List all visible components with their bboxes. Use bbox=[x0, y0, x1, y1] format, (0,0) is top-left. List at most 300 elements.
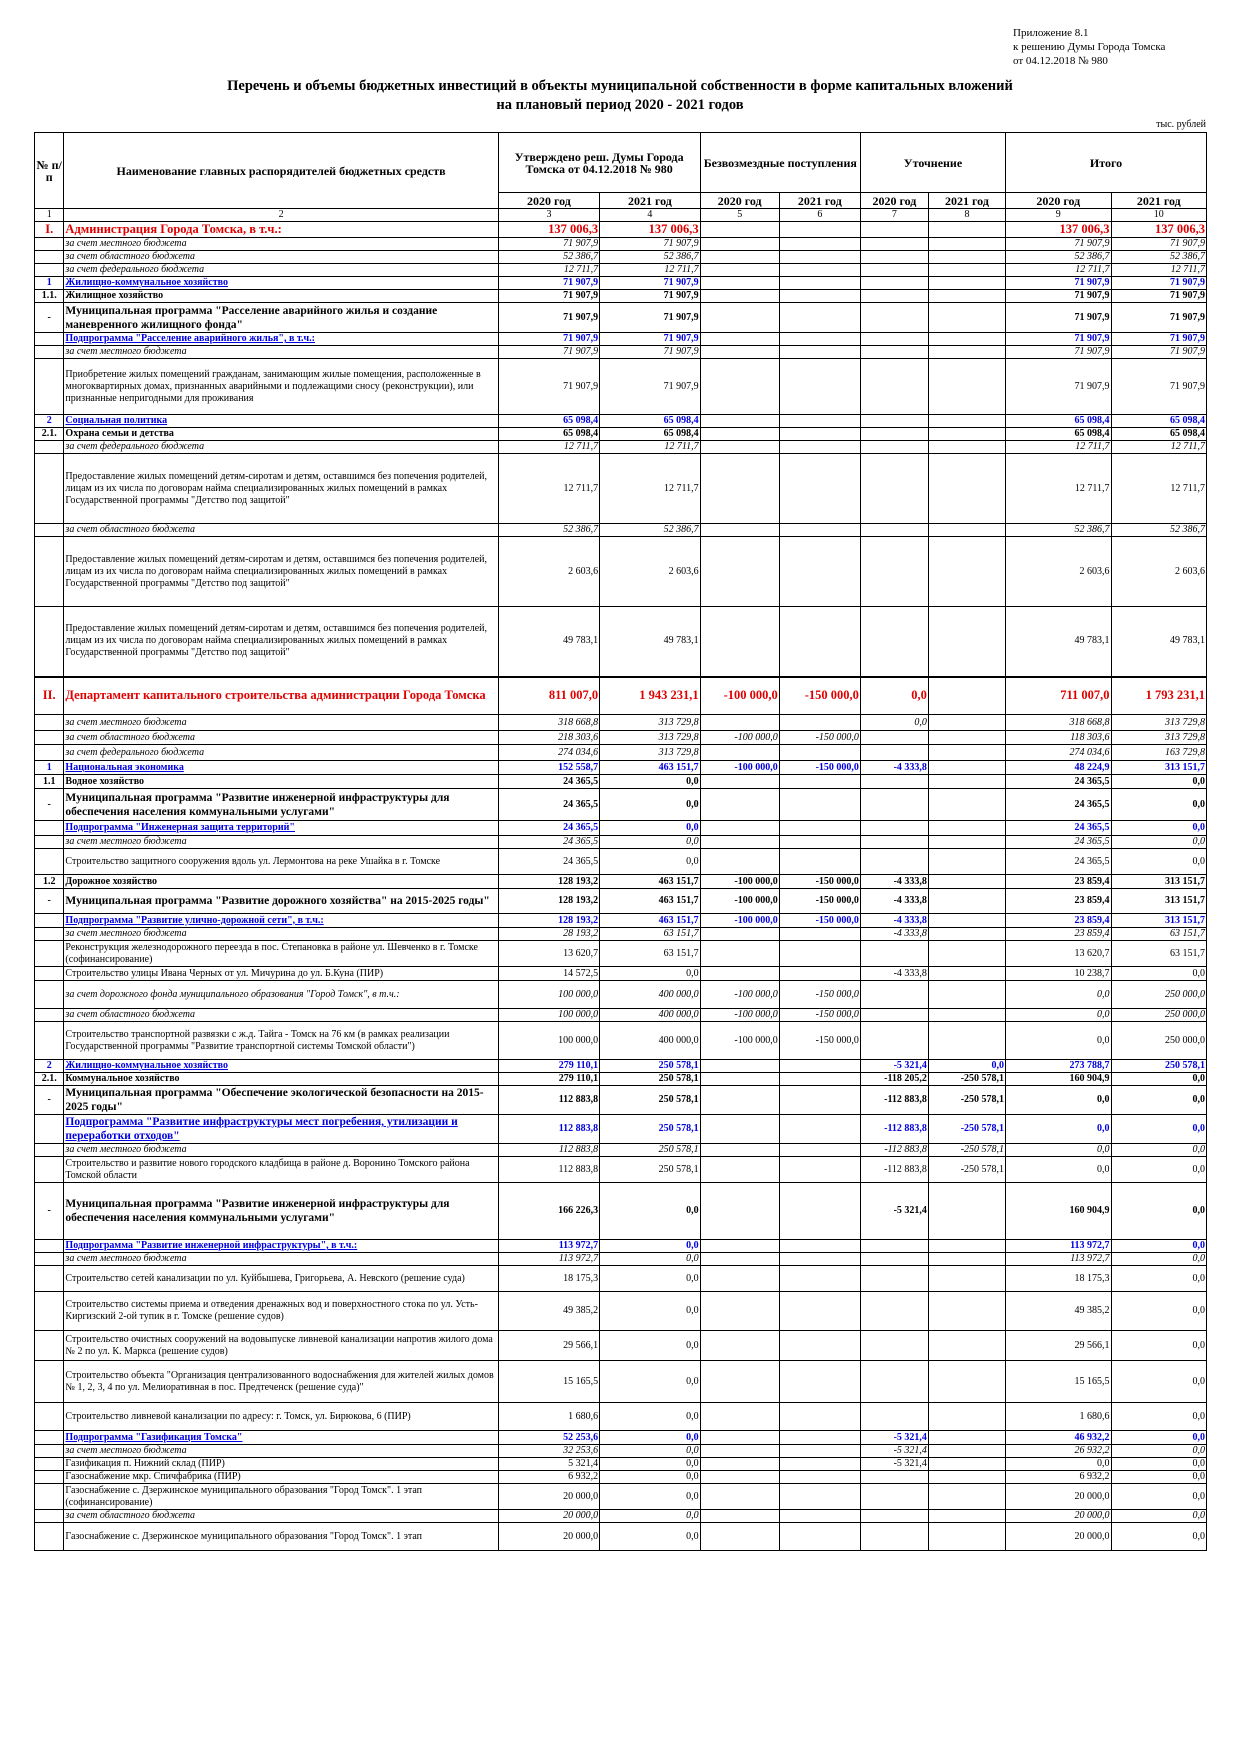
appendix-line-1: Приложение 8.1 bbox=[1013, 27, 1089, 39]
value-cell bbox=[860, 290, 928, 303]
value-cell bbox=[779, 1240, 860, 1253]
column-index: 10 bbox=[1111, 209, 1206, 222]
row-number bbox=[35, 333, 64, 346]
row-name: Газификация п. Нижний склад (ПИР) bbox=[64, 1458, 498, 1471]
row-name: за счет местного бюджета bbox=[64, 1144, 498, 1157]
value-cell bbox=[700, 745, 779, 761]
value-cell bbox=[700, 1361, 779, 1403]
value-cell: 71 907,9 bbox=[1006, 303, 1112, 333]
value-cell bbox=[779, 1431, 860, 1445]
value-cell: 0,0 bbox=[1111, 1431, 1206, 1445]
value-cell: 0,0 bbox=[1111, 1157, 1206, 1183]
value-cell bbox=[928, 1240, 1005, 1253]
row-name: Строительство объекта "Организация централизованного водоснабжения для жителей жилых домов № 1, 2, 3, 4 по ул. Мелиоративная в пос. Предтеченск (решение суда)" bbox=[64, 1361, 498, 1403]
value-cell: 0,0 bbox=[600, 1266, 700, 1292]
value-cell bbox=[928, 1292, 1005, 1331]
value-cell bbox=[928, 251, 1005, 264]
value-cell: 0,0 bbox=[1111, 1266, 1206, 1292]
value-cell: 12 711,7 bbox=[600, 441, 700, 454]
value-cell: 20 000,0 bbox=[1006, 1484, 1112, 1510]
row-number bbox=[35, 1510, 64, 1523]
value-cell bbox=[700, 359, 779, 415]
title-line-1: Перечень и объемы бюджетных инвестиций в объекты муниципальной собственности в форме капитальных вложений bbox=[227, 78, 1013, 94]
row-number bbox=[35, 1266, 64, 1292]
value-cell: 23 859,4 bbox=[1006, 889, 1112, 914]
value-cell bbox=[860, 731, 928, 745]
value-cell bbox=[860, 441, 928, 454]
value-cell: -4 333,8 bbox=[860, 761, 928, 775]
value-cell bbox=[779, 1266, 860, 1292]
value-cell bbox=[928, 889, 1005, 914]
value-cell bbox=[928, 775, 1005, 789]
row-number bbox=[35, 928, 64, 941]
appendix-note bbox=[1013, 26, 1165, 68]
value-cell bbox=[700, 1431, 779, 1445]
value-cell bbox=[928, 928, 1005, 941]
value-cell bbox=[779, 1144, 860, 1157]
value-cell bbox=[779, 775, 860, 789]
value-cell bbox=[860, 277, 928, 290]
value-cell bbox=[928, 441, 1005, 454]
value-cell bbox=[928, 290, 1005, 303]
row-name: за счет местного бюджета bbox=[64, 346, 498, 359]
value-cell bbox=[928, 1471, 1005, 1484]
value-cell bbox=[860, 333, 928, 346]
row-number bbox=[35, 346, 64, 359]
table-row bbox=[35, 761, 1207, 775]
value-cell: 400 000,0 bbox=[600, 1009, 700, 1022]
value-cell: 13 620,7 bbox=[498, 941, 599, 967]
row-number bbox=[35, 1403, 64, 1431]
header-year-2021: 2021 год bbox=[1111, 193, 1206, 209]
value-cell: 0,0 bbox=[1111, 1445, 1206, 1458]
value-cell bbox=[928, 524, 1005, 537]
header-year-2020: 2020 год bbox=[700, 193, 779, 209]
value-cell: 20 000,0 bbox=[498, 1510, 599, 1523]
value-cell bbox=[860, 359, 928, 415]
value-cell bbox=[779, 967, 860, 981]
value-cell: 313 729,8 bbox=[1111, 731, 1206, 745]
table-row bbox=[35, 1157, 1207, 1183]
value-cell: 0,0 bbox=[600, 1458, 700, 1471]
value-cell bbox=[928, 428, 1005, 441]
value-cell: 71 907,9 bbox=[498, 359, 599, 415]
value-cell: 0,0 bbox=[600, 1240, 700, 1253]
row-number bbox=[35, 251, 64, 264]
value-cell bbox=[779, 290, 860, 303]
table-row bbox=[35, 238, 1207, 251]
row-number: 1.2 bbox=[35, 875, 64, 889]
row-number: 1.1. bbox=[35, 290, 64, 303]
value-cell: 137 006,3 bbox=[1111, 222, 1206, 238]
table-row bbox=[35, 264, 1207, 277]
table-row bbox=[35, 1403, 1207, 1431]
row-name: Национальная экономика bbox=[64, 761, 498, 775]
row-number bbox=[35, 1144, 64, 1157]
value-cell bbox=[700, 1073, 779, 1086]
row-name: Предоставление жилых помещений детям-сиротам и детям, оставшимся без попечения родителей, лицам из их числа по договорам найма специализированных жилых помещений в рамках Государственной программы "Детство под защитой" bbox=[64, 607, 498, 677]
value-cell bbox=[928, 1331, 1005, 1361]
row-name: Жилищное хозяйство bbox=[64, 290, 498, 303]
value-cell bbox=[779, 1183, 860, 1240]
value-cell: 0,0 bbox=[1111, 1253, 1206, 1266]
value-cell: 24 365,5 bbox=[1006, 789, 1112, 821]
value-cell: 71 907,9 bbox=[1006, 290, 1112, 303]
value-cell: 318 668,8 bbox=[498, 715, 599, 731]
value-cell: 137 006,3 bbox=[600, 222, 700, 238]
table-row bbox=[35, 1009, 1207, 1022]
row-number: 1 bbox=[35, 761, 64, 775]
value-cell bbox=[779, 789, 860, 821]
value-cell bbox=[860, 238, 928, 251]
value-cell bbox=[779, 1523, 860, 1551]
value-cell: 0,0 bbox=[600, 1253, 700, 1266]
value-cell: 0,0 bbox=[1111, 1510, 1206, 1523]
value-cell: -250 578,1 bbox=[928, 1144, 1005, 1157]
table-row bbox=[35, 222, 1207, 238]
value-cell: 0,0 bbox=[1111, 1331, 1206, 1361]
value-cell: 2 603,6 bbox=[498, 537, 599, 607]
value-cell: 29 566,1 bbox=[1006, 1331, 1112, 1361]
value-cell bbox=[928, 761, 1005, 775]
value-cell: 273 788,7 bbox=[1006, 1060, 1112, 1073]
value-cell bbox=[779, 1331, 860, 1361]
row-number: 1.1 bbox=[35, 775, 64, 789]
value-cell: -100 000,0 bbox=[700, 731, 779, 745]
row-name: Газоснабжение мкр. Спичфабрика (ПИР) bbox=[64, 1471, 498, 1484]
row-name: Подпрограмма "Развитие инженерной инфраструктуры", в т.ч.: bbox=[64, 1240, 498, 1253]
value-cell: 2 603,6 bbox=[1006, 537, 1112, 607]
value-cell: 71 907,9 bbox=[600, 346, 700, 359]
value-cell: 52 253,6 bbox=[498, 1431, 599, 1445]
value-cell: 100 000,0 bbox=[498, 1009, 599, 1022]
value-cell: 313 151,7 bbox=[1111, 914, 1206, 928]
table-row bbox=[35, 428, 1207, 441]
value-cell: 23 859,4 bbox=[1006, 875, 1112, 889]
value-cell bbox=[928, 941, 1005, 967]
value-cell bbox=[779, 454, 860, 524]
column-index: 1 bbox=[35, 209, 64, 222]
value-cell bbox=[860, 941, 928, 967]
value-cell: 112 883,8 bbox=[498, 1086, 599, 1115]
value-cell bbox=[928, 607, 1005, 677]
value-cell: 0,0 bbox=[1111, 821, 1206, 836]
value-cell: 71 907,9 bbox=[1006, 346, 1112, 359]
value-cell: 1 793 231,1 bbox=[1111, 677, 1206, 715]
value-cell bbox=[860, 1403, 928, 1431]
value-cell: 49 783,1 bbox=[1111, 607, 1206, 677]
value-cell bbox=[860, 1331, 928, 1361]
row-number bbox=[35, 1361, 64, 1403]
table-row bbox=[35, 731, 1207, 745]
value-cell: 113 972,7 bbox=[498, 1240, 599, 1253]
value-cell: 12 711,7 bbox=[1111, 454, 1206, 524]
value-cell bbox=[700, 775, 779, 789]
budget-table bbox=[34, 132, 1207, 1551]
row-name: Подпрограмма "Газификация Томска" bbox=[64, 1431, 498, 1445]
header-year-2020: 2020 год bbox=[498, 193, 599, 209]
value-cell bbox=[700, 238, 779, 251]
value-cell: 29 566,1 bbox=[498, 1331, 599, 1361]
value-cell: 71 907,9 bbox=[1006, 238, 1112, 251]
value-cell: 52 386,7 bbox=[498, 524, 599, 537]
value-cell: 20 000,0 bbox=[1006, 1523, 1112, 1551]
value-cell bbox=[860, 222, 928, 238]
value-cell: 63 151,7 bbox=[600, 928, 700, 941]
header-free-receipts: Безвозмездные поступления bbox=[700, 133, 860, 193]
value-cell: 20 000,0 bbox=[1006, 1510, 1112, 1523]
table-row bbox=[35, 346, 1207, 359]
value-cell bbox=[928, 967, 1005, 981]
value-cell bbox=[928, 789, 1005, 821]
value-cell: -5 321,4 bbox=[860, 1445, 928, 1458]
value-cell: 0,0 bbox=[1006, 981, 1112, 1009]
value-cell: 24 365,5 bbox=[498, 836, 599, 849]
value-cell: -5 321,4 bbox=[860, 1183, 928, 1240]
value-cell: -100 000,0 bbox=[700, 875, 779, 889]
value-cell bbox=[779, 1073, 860, 1086]
row-number: 2 bbox=[35, 1060, 64, 1073]
value-cell: 24 365,5 bbox=[498, 849, 599, 875]
value-cell bbox=[779, 359, 860, 415]
value-cell bbox=[928, 264, 1005, 277]
row-name: Предоставление жилых помещений детям-сиротам и детям, оставшимся без попечения родителей, лицам из их числа по договорам найма специализированных жилых помещений в рамках Государственной программы "Детство под защитой" bbox=[64, 537, 498, 607]
value-cell bbox=[860, 1292, 928, 1331]
value-cell bbox=[860, 428, 928, 441]
value-cell bbox=[700, 1086, 779, 1115]
value-cell: 313 729,8 bbox=[600, 745, 700, 761]
value-cell bbox=[779, 346, 860, 359]
value-cell: 52 386,7 bbox=[498, 251, 599, 264]
value-cell: 0,0 bbox=[600, 1445, 700, 1458]
value-cell: 2 603,6 bbox=[600, 537, 700, 607]
value-cell bbox=[700, 821, 779, 836]
table-row bbox=[35, 836, 1207, 849]
value-cell bbox=[860, 836, 928, 849]
value-cell bbox=[779, 524, 860, 537]
value-cell bbox=[700, 251, 779, 264]
value-cell: 113 972,7 bbox=[498, 1253, 599, 1266]
row-name: за счет местного бюджета bbox=[64, 1445, 498, 1458]
table-row bbox=[35, 1022, 1207, 1060]
table-row bbox=[35, 928, 1207, 941]
value-cell: 274 034,6 bbox=[498, 745, 599, 761]
value-cell: -150 000,0 bbox=[779, 731, 860, 745]
value-cell: 52 386,7 bbox=[600, 524, 700, 537]
value-cell bbox=[860, 1471, 928, 1484]
row-number bbox=[35, 981, 64, 1009]
value-cell bbox=[860, 1523, 928, 1551]
value-cell: 100 000,0 bbox=[498, 1022, 599, 1060]
value-cell bbox=[779, 1361, 860, 1403]
table-row bbox=[35, 914, 1207, 928]
row-name: за счет областного бюджета bbox=[64, 1009, 498, 1022]
value-cell: 0,0 bbox=[1111, 1292, 1206, 1331]
value-cell: 63 151,7 bbox=[600, 941, 700, 967]
value-cell: 24 365,5 bbox=[1006, 849, 1112, 875]
value-cell: -4 333,8 bbox=[860, 875, 928, 889]
value-cell: 71 907,9 bbox=[600, 238, 700, 251]
value-cell: 0,0 bbox=[1111, 789, 1206, 821]
value-cell: 10 238,7 bbox=[1006, 967, 1112, 981]
value-cell bbox=[860, 789, 928, 821]
value-cell: 2 603,6 bbox=[1111, 537, 1206, 607]
value-cell bbox=[779, 1157, 860, 1183]
value-cell: -5 321,4 bbox=[860, 1060, 928, 1073]
row-name: Дорожное хозяйство bbox=[64, 875, 498, 889]
value-cell: 18 175,3 bbox=[1006, 1266, 1112, 1292]
header-approved: Утверждено реш. Думы Города Томска от 04.12.2018 № 980 bbox=[498, 133, 700, 193]
value-cell: -4 333,8 bbox=[860, 928, 928, 941]
value-cell bbox=[928, 1022, 1005, 1060]
row-name: Подпрограмма "Расселение аварийного жилья", в т.ч.: bbox=[64, 333, 498, 346]
value-cell: 160 904,9 bbox=[1006, 1183, 1112, 1240]
value-cell bbox=[860, 454, 928, 524]
value-cell: 71 907,9 bbox=[1006, 333, 1112, 346]
row-number bbox=[35, 537, 64, 607]
value-cell: 12 711,7 bbox=[600, 264, 700, 277]
column-index: 9 bbox=[1006, 209, 1112, 222]
table-row bbox=[35, 745, 1207, 761]
value-cell: 12 711,7 bbox=[1006, 441, 1112, 454]
value-cell: 112 883,8 bbox=[498, 1157, 599, 1183]
row-number bbox=[35, 1458, 64, 1471]
row-name: Подпрограмма "Развитие инфраструктуры мест погребения, утилизации и переработки отходов" bbox=[64, 1115, 498, 1144]
value-cell bbox=[700, 607, 779, 677]
table-row bbox=[35, 441, 1207, 454]
value-cell: 71 907,9 bbox=[1111, 333, 1206, 346]
row-number bbox=[35, 1484, 64, 1510]
value-cell: 0,0 bbox=[928, 1060, 1005, 1073]
value-cell: -4 333,8 bbox=[860, 914, 928, 928]
value-cell: -100 000,0 bbox=[700, 981, 779, 1009]
value-cell: 71 907,9 bbox=[600, 290, 700, 303]
row-name: за счет областного бюджета bbox=[64, 1510, 498, 1523]
row-number bbox=[35, 454, 64, 524]
value-cell: 0,0 bbox=[1111, 1183, 1206, 1240]
table-row bbox=[35, 1073, 1207, 1086]
value-cell: 711 007,0 bbox=[1006, 677, 1112, 715]
value-cell: 71 907,9 bbox=[600, 277, 700, 290]
value-cell: 71 907,9 bbox=[1111, 303, 1206, 333]
value-cell: 0,0 bbox=[1111, 775, 1206, 789]
value-cell: 0,0 bbox=[860, 677, 928, 715]
value-cell bbox=[860, 251, 928, 264]
table-row bbox=[35, 415, 1207, 428]
value-cell: 313 729,8 bbox=[600, 731, 700, 745]
value-cell bbox=[700, 222, 779, 238]
value-cell bbox=[928, 333, 1005, 346]
value-cell: 0,0 bbox=[600, 1331, 700, 1361]
column-index: 7 bbox=[860, 209, 928, 222]
value-cell: 0,0 bbox=[1006, 1144, 1112, 1157]
row-number bbox=[35, 1022, 64, 1060]
value-cell bbox=[928, 715, 1005, 731]
value-cell: 52 386,7 bbox=[1006, 251, 1112, 264]
units-label: тыс. рублей bbox=[1156, 119, 1206, 130]
value-cell: -150 000,0 bbox=[779, 677, 860, 715]
value-cell bbox=[700, 454, 779, 524]
value-cell: 65 098,4 bbox=[1006, 428, 1112, 441]
value-cell bbox=[928, 359, 1005, 415]
row-number bbox=[35, 1115, 64, 1144]
row-name: Департамент капитального строительства администрации Города Томска bbox=[64, 677, 498, 715]
value-cell: 26 932,2 bbox=[1006, 1445, 1112, 1458]
row-number bbox=[35, 914, 64, 928]
row-name: Реконструкция железнодорожного переезда в пос. Степановка в районе ул. Шевченко в г. Томске (софинансирование) bbox=[64, 941, 498, 967]
table-row bbox=[35, 290, 1207, 303]
value-cell bbox=[928, 677, 1005, 715]
row-number bbox=[35, 1240, 64, 1253]
value-cell: 12 711,7 bbox=[600, 454, 700, 524]
value-cell bbox=[928, 914, 1005, 928]
row-name: Приобретение жилых помещений гражданам, занимающим жилые помещения, расположенные в многоквартирных домах, признанных аварийными и подлежащими сносу (реконструкции), или признанные непригодными для проживания bbox=[64, 359, 498, 415]
value-cell: 15 165,5 bbox=[498, 1361, 599, 1403]
value-cell bbox=[700, 415, 779, 428]
value-cell: 0,0 bbox=[1111, 1471, 1206, 1484]
value-cell: 0,0 bbox=[1111, 1115, 1206, 1144]
table-row bbox=[35, 1144, 1207, 1157]
value-cell bbox=[700, 941, 779, 967]
value-cell bbox=[928, 238, 1005, 251]
table-row bbox=[35, 1510, 1207, 1523]
row-number bbox=[35, 1253, 64, 1266]
row-name: Строительство защитного сооружения вдоль ул. Лермонтова на реке Ушайка в г. Томске bbox=[64, 849, 498, 875]
value-cell: 49 385,2 bbox=[1006, 1292, 1112, 1331]
value-cell bbox=[860, 264, 928, 277]
value-cell: -100 000,0 bbox=[700, 1022, 779, 1060]
row-name: Строительство ливневой канализации по адресу: г. Томск, ул. Бирюкова, 6 (ПИР) bbox=[64, 1403, 498, 1431]
value-cell: 313 151,7 bbox=[1111, 875, 1206, 889]
value-cell bbox=[700, 1157, 779, 1183]
header-year-2021: 2021 год bbox=[928, 193, 1005, 209]
value-cell: 65 098,4 bbox=[600, 415, 700, 428]
value-cell bbox=[779, 928, 860, 941]
value-cell bbox=[779, 251, 860, 264]
value-cell bbox=[860, 607, 928, 677]
value-cell bbox=[779, 1253, 860, 1266]
value-cell bbox=[928, 1458, 1005, 1471]
value-cell: 65 098,4 bbox=[1006, 415, 1112, 428]
value-cell: 0,0 bbox=[1111, 1403, 1206, 1431]
value-cell bbox=[700, 1445, 779, 1458]
value-cell: 71 907,9 bbox=[1111, 346, 1206, 359]
value-cell bbox=[860, 775, 928, 789]
value-cell: 113 972,7 bbox=[1006, 1253, 1112, 1266]
column-index: 2 bbox=[64, 209, 498, 222]
value-cell: 5 321,4 bbox=[498, 1458, 599, 1471]
value-cell: 71 907,9 bbox=[1111, 290, 1206, 303]
value-cell: 46 932,2 bbox=[1006, 1431, 1112, 1445]
value-cell bbox=[860, 821, 928, 836]
value-cell: -4 333,8 bbox=[860, 889, 928, 914]
value-cell: 0,0 bbox=[600, 775, 700, 789]
value-cell: 0,0 bbox=[600, 1183, 700, 1240]
value-cell: 400 000,0 bbox=[600, 1022, 700, 1060]
value-cell: 24 365,5 bbox=[498, 789, 599, 821]
row-name: Подпрограмма "Развитие улично-дорожной сети", в т.ч.: bbox=[64, 914, 498, 928]
value-cell bbox=[928, 454, 1005, 524]
value-cell bbox=[928, 1445, 1005, 1458]
value-cell: 279 110,1 bbox=[498, 1060, 599, 1073]
value-cell: 71 907,9 bbox=[498, 333, 599, 346]
value-cell: -112 883,8 bbox=[860, 1144, 928, 1157]
value-cell: 250 000,0 bbox=[1111, 1009, 1206, 1022]
row-name: Муниципальная программа "Развитие инженерной инфраструктуры для обеспечения населения коммунальными услугами" bbox=[64, 789, 498, 821]
value-cell bbox=[700, 290, 779, 303]
value-cell bbox=[700, 1253, 779, 1266]
value-cell bbox=[860, 849, 928, 875]
